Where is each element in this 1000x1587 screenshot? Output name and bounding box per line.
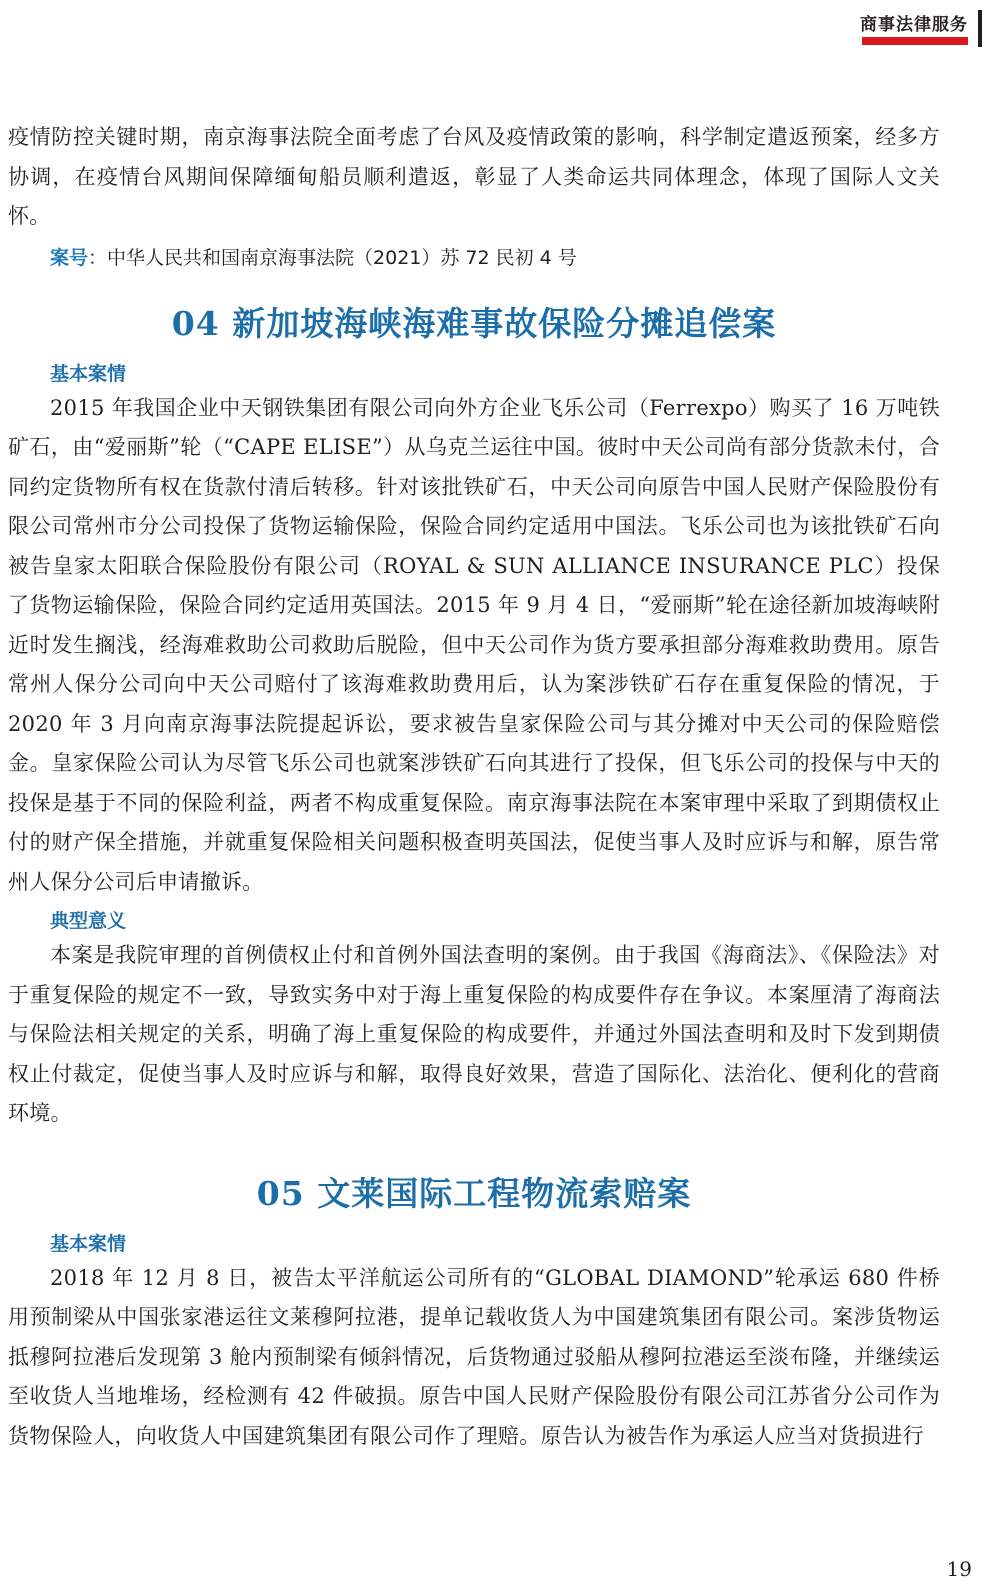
intro-paragraph: 疫情防控关键时期，南京海事法院全面考虑了台风及疫情政策的影响，科学制定遣返预案，经多方协调，在疫情台风期间保障缅甸船员顺利遣返，彰显了人类命运共同体理念，体现了国际人文关怀。 <box>8 125 940 228</box>
case05-facts-heading: 基本案情 <box>50 1232 127 1255</box>
case-number <box>8 239 940 278</box>
page-number: 19 <box>946 1557 972 1581</box>
case-number-label: 案号 <box>50 246 89 269</box>
header-title: 商事法律服务 <box>860 15 968 35</box>
header-divider <box>978 10 982 47</box>
page-header <box>842 10 982 48</box>
case04-significance-text: 本案是我院审理的首例债权止付和首例外国法查明的案例。由于我国《海商法》、《保险法》对于重复保险的规定不一致，导致实务中对于海上重复保险的构成要件存在争议。本案厘清了海商法与保险法相关规定的关系，明确了海上重复保险的构成要件，并通过外国法查明和及时下发到期债权止付裁定，促使当事人及时应诉与和解，取得良好效果，营造了国际化、法治化、便利化的营商环境。 <box>8 943 940 1125</box>
header-accent-bar <box>862 37 968 45</box>
case04-facts-text: 2015 年我国企业中天钢铁集团有限公司向外方企业飞乐公司（Ferrexpo）购买了 16 万吨铁矿石，由“爱丽斯”轮（“CAPE ELISE”）从乌克兰运往中国。彼时中天公司尚有部分货款未付，合同约定货物所有权在货款付清后转移。针对该批铁矿石，中天公司向原告中国人民财产保险股份有限公司常州市分公司投保了货物运输保险，保险合同约定适用中国法。飞乐公司也为该批铁矿石向被告皇家太阳联合保险股份有限公司（ROYAL & SUN ALLIANCE INSURANCE PLC）投保了货物运输保险，保险合同约定适用英国法。2015 年 9 月 4 日，“爱丽斯”轮在途径新加坡海峡附近时发生搁浅，经海难救助公司救助后脱险，但中天公司作为货方要承担部分海难救助费用。原告常州人保分公司向中天公司赔付了该海难救助费用后，认为案涉铁矿石存在重复保险的情况，于 2020 年 3 月向南京海事法院提起诉讼，要求被告皇家保险公司与其分摊对中天公司的保险赔偿金。皇家保险公司认为尽管飞乐公司也就案涉铁矿石向其进行了投保，但飞乐公司的投保与中天的投保是基于不同的保险利益，两者不构成重复保险。南京海事法院在本案审理中采取了到期债权止付的财产保全措施，并就重复保险相关问题积极查明英国法，促使当事人及时应诉与和解，原告常州人保分公司后申请撤诉。 <box>8 395 940 894</box>
case05-title: 05 文莱国际工程物流索赔案 <box>256 1173 692 1213</box>
article-body <box>8 118 940 1456</box>
case04-significance-heading: 典型意义 <box>50 910 127 932</box>
case-number-value: ：中华人民共和国南京海事法院（2021）苏 72 民初 4 号 <box>88 246 577 269</box>
case05-facts-text: 2018 年 12 月 8 日，被告太平洋航运公司所有的“GLOBAL DIAMOND”轮承运 680 件桥用预制梁从中国张家港运往文莱穆阿拉港，提单记载收货人为中国建筑集团有限公司。案涉货物运抵穆阿拉港后发现第 3 舱内预制梁有倾斜情况，后货物通过驳船从穆阿拉港运至淡布隆，并继续运至收货人当地堆场，经检测有 42 件破损。原告中国人民财产保险股份有限公司江苏省分公司作为货物保险人，向收货人中国建筑集团有限公司作了理赔。原告认为被告作为承运人应当对货损进行 <box>8 1265 940 1448</box>
case04-title: 04 新加坡海峡海难事故保险分摊追偿案 <box>171 303 777 343</box>
case04-facts-heading: 基本案情 <box>50 362 127 385</box>
